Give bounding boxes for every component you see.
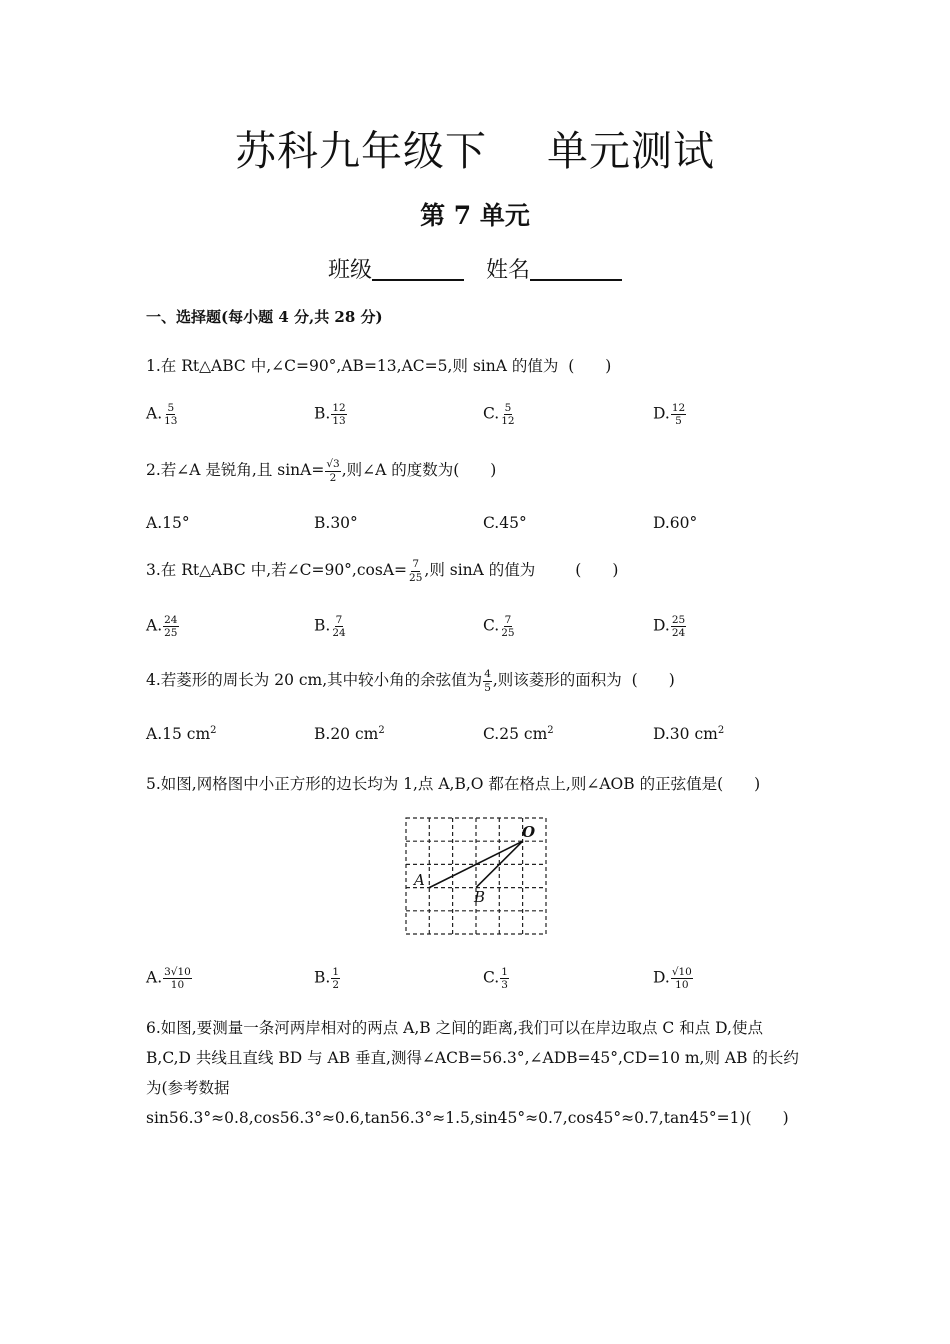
section-heading: 一、选择题(每小题 4 分,共 28 分) — [146, 308, 383, 326]
q2-option-d[interactable]: D.60° — [653, 514, 698, 532]
question-3: 3.在 Rt△ABC 中,若∠C=90°,cosA= $\frac{7}{25}$ ,则 sinA 的值为 ( ) — [146, 558, 619, 584]
q1-option-d[interactable]: D. $\frac{12}{5}$ — [653, 402, 686, 428]
q5-option-d[interactable]: D. $\frac{√10}{10}$ — [653, 966, 692, 992]
title-left: 苏科九年级下 — [235, 127, 487, 175]
point-a-label: A — [414, 871, 425, 889]
q5-option-b[interactable]: B. $\frac{1}{2}$ — [314, 966, 340, 992]
class-blank[interactable] — [372, 257, 464, 281]
q4-option-a[interactable]: A.15 $cm^2$ — [146, 725, 217, 744]
q4-option-d[interactable]: D.30 $cm^2$ — [653, 725, 725, 744]
q5-option-a[interactable]: A. $\frac{3√10}{10}$ — [146, 966, 191, 992]
question-2: 2.若∠A 是锐角,且 sinA= $\frac{√3}{2}$ ,则∠A 的度数为( ) — [146, 458, 497, 484]
q5-option-c[interactable]: C. $\frac{1}{3}$ — [483, 966, 508, 992]
question-6: 6.如图,要测量一条河两岸相对的两点 A,B 之间的距离,我们可以在岸边取点 C 和点 D,使点 B,C,D 共线且直线 BD 与 AB 垂直,测得∠ACB=56.3°,∠ADB=45°,CD=10 m,则 AB 的长约为(参考数据 sin56.3°≈0.8,cos56.3°≈0.6,tan56.3°≈1.5,sin45°≈0.7,cos45°≈0.7,tan45°=1)( ) — [146, 1019, 799, 1127]
q4-option-b[interactable]: B.20 $cm^2$ — [314, 725, 385, 744]
name-label: 姓名 — [486, 258, 531, 283]
q1-option-c[interactable]: C. $\frac{5}{12}$ — [483, 402, 515, 428]
q3-option-c[interactable]: C. $\frac{7}{25}$ — [483, 614, 515, 640]
q4-fraction: $\frac{4}{5}$ — [484, 668, 491, 694]
q2-fraction: $\frac{√3}{2}$ — [326, 458, 340, 484]
q2-option-b[interactable]: B.30° — [314, 514, 358, 532]
q4-option-c[interactable]: C.25 $cm^2$ — [483, 725, 554, 744]
q1-stem: 1.在 Rt△ABC 中,∠C=90°,AB=13,AC=5,则 sinA 的值为 — [146, 357, 559, 375]
q1-option-a[interactable]: A. $\frac{5}{13}$ — [146, 402, 178, 428]
title-right: 单元测试 — [547, 127, 715, 175]
q2-option-a[interactable]: A.15° — [146, 514, 190, 532]
q2-option-c[interactable]: C.45° — [483, 514, 527, 532]
name-blank[interactable] — [530, 257, 622, 281]
q1-paren: ( ) — [568, 357, 612, 375]
q3-option-a[interactable]: A. $\frac{24}{25}$ — [146, 614, 178, 640]
grid-figure — [400, 812, 552, 938]
q1-option-b[interactable]: B. $\frac{12}{13}$ — [314, 402, 346, 428]
question-1 — [146, 354, 611, 376]
q3-option-d[interactable]: D. $\frac{25}{24}$ — [653, 614, 686, 640]
point-o-label: O — [522, 823, 536, 841]
point-b-label: B — [474, 888, 486, 906]
unit-heading: 第 7 单元 — [420, 201, 530, 230]
student-info-line — [0, 253, 950, 284]
class-label: 班级 — [327, 258, 372, 283]
question-5: 5.如图,网格图中小正方形的边长均为 1,点 A,B,O 都在格点上,则∠AOB 的正弦值是( ) — [146, 775, 761, 793]
question-4: 4.若菱形的周长为 20 cm,其中较小角的余弦值为 $\frac{4}{5}$ ,则该菱形的面积为 ( ) — [146, 668, 675, 694]
page-title — [0, 118, 950, 177]
q3-fraction: $\frac{7}{25}$ — [409, 558, 423, 584]
q3-option-b[interactable]: B. $\frac{7}{24}$ — [314, 614, 346, 640]
